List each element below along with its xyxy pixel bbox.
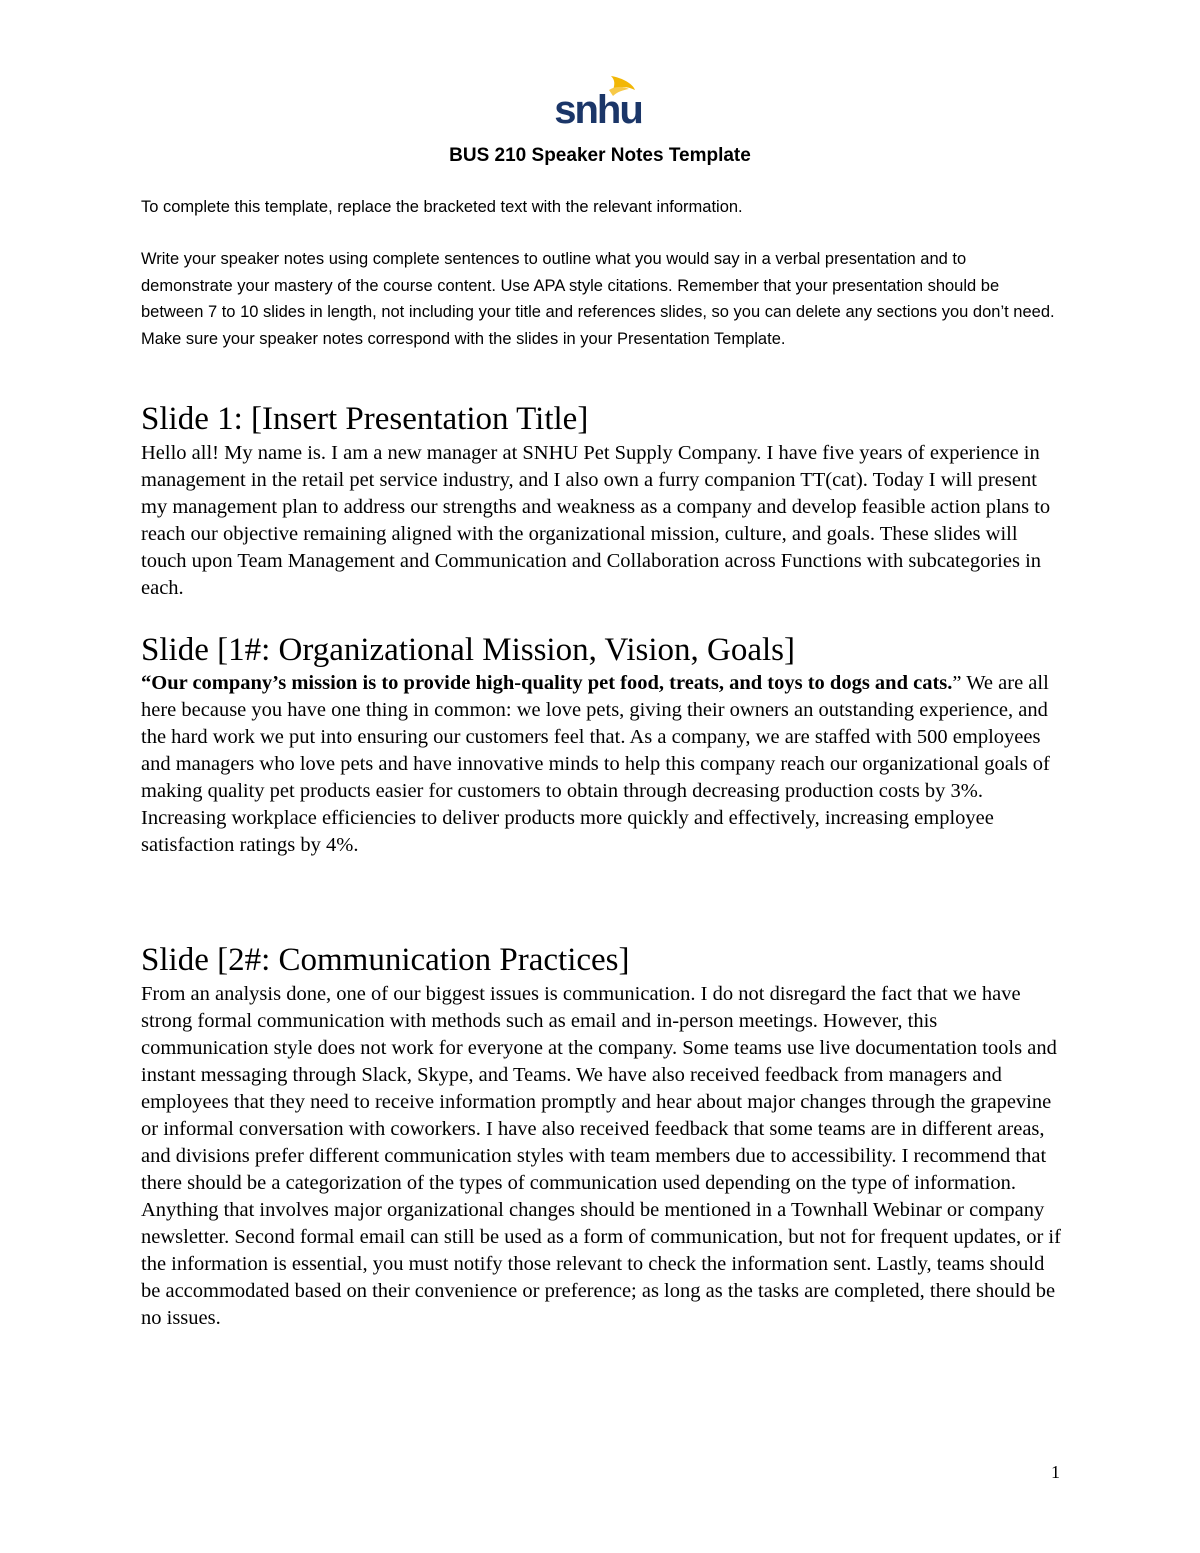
page-number: 1 <box>1051 1462 1060 1482</box>
snhu-logo <box>553 74 643 134</box>
slide-3-notes <box>141 981 1061 1332</box>
instructions-paragraph: Write your speaker notes using complete sentences to outline what you would say in a verbal presentation and to demonstrate your mastery of the course content. Use APA style citations. Remember that your presentation should be between 7 to 10 slides in length, not including your title and references slides, so you can delete any sections you don’t need. Make sure your speaker notes correspond with the slides in your Presentation Template. <box>141 250 1055 348</box>
slide-3-heading: Slide [2#: Communication Practices] <box>141 942 630 978</box>
logo-wordmark: snhu <box>554 88 642 132</box>
slide-2-heading: Slide [1#: Organizational Mission, Vision, Goals] <box>141 632 796 668</box>
slide-1-notes <box>141 440 1061 602</box>
slide-1-notes-text: Hello all! My name is. I am a new manager at SNHU Pet Supply Company. I have five years of experience in management in the retail pet service industry, and I also own a furry companion TT(cat). Today I will present my management plan to address our strengths and weakness as a company and develop feasible action plans to reach our objective remaining aligned with the organizational mission, culture, and goals. These slides will touch upon Team Management and Communication and Collaboration across Functions with subcategories in each. <box>141 442 1051 599</box>
slide-3-notes-text: From an analysis done, one of our biggest issues is communication. I do not disregard the fact that we have strong formal communication with methods such as email and in-person meetings. However, this communication style does not work for everyone at the company. Some teams use live documentation tools and instant messaging through Slack, Skype, and Teams. We have also received feedback from managers and employees that they need to receive information promptly and hear about major changes through the grapevine or informal conversation with coworkers. I have also received feedback that some teams are in different areas, and divisions prefer different communication styles with team members due to accessibility. I recommend that there should be a categorization of the types of communication used depending on the type of information. Anything that involves major organizational changes should be mentioned in a Townhall Webinar or company newsletter. Second formal email can still be used as a form of communication, but not for frequent updates, or if the information is essential, you must notify those relevant to check the information sent. Lastly, teams should be accommodated based on their convenience or preference; as long as the tasks are completed, there should be no issues. <box>141 983 1061 1329</box>
slide-2-notes-text: ” We are all here because you have one thing in common: we love pets, giving their owners an outstanding experience, and the hard work we put into ensuring our customers feel that. As a company, we are staffed with 500 employees and managers who love pets and have innovative minds to help this company reach our organizational goals of making quality pet products easier for customers to obtain through decreasing production costs by 3%. Increasing workplace efficiencies to deliver products more quickly and effectively, increasing employee satisfaction ratings by 4%. <box>141 672 1050 856</box>
slide-1-heading: Slide 1: [Insert Presentation Title] <box>141 401 589 437</box>
mission-statement: “Our company’s mission is to provide high-quality pet food, treats, and toys to dogs and cats. <box>141 672 953 694</box>
document-title: BUS 210 Speaker Notes Template <box>449 145 751 166</box>
instructions-line: To complete this template, replace the bracketed text with the relevant information. <box>141 198 743 216</box>
slide-2-notes <box>141 670 1061 859</box>
